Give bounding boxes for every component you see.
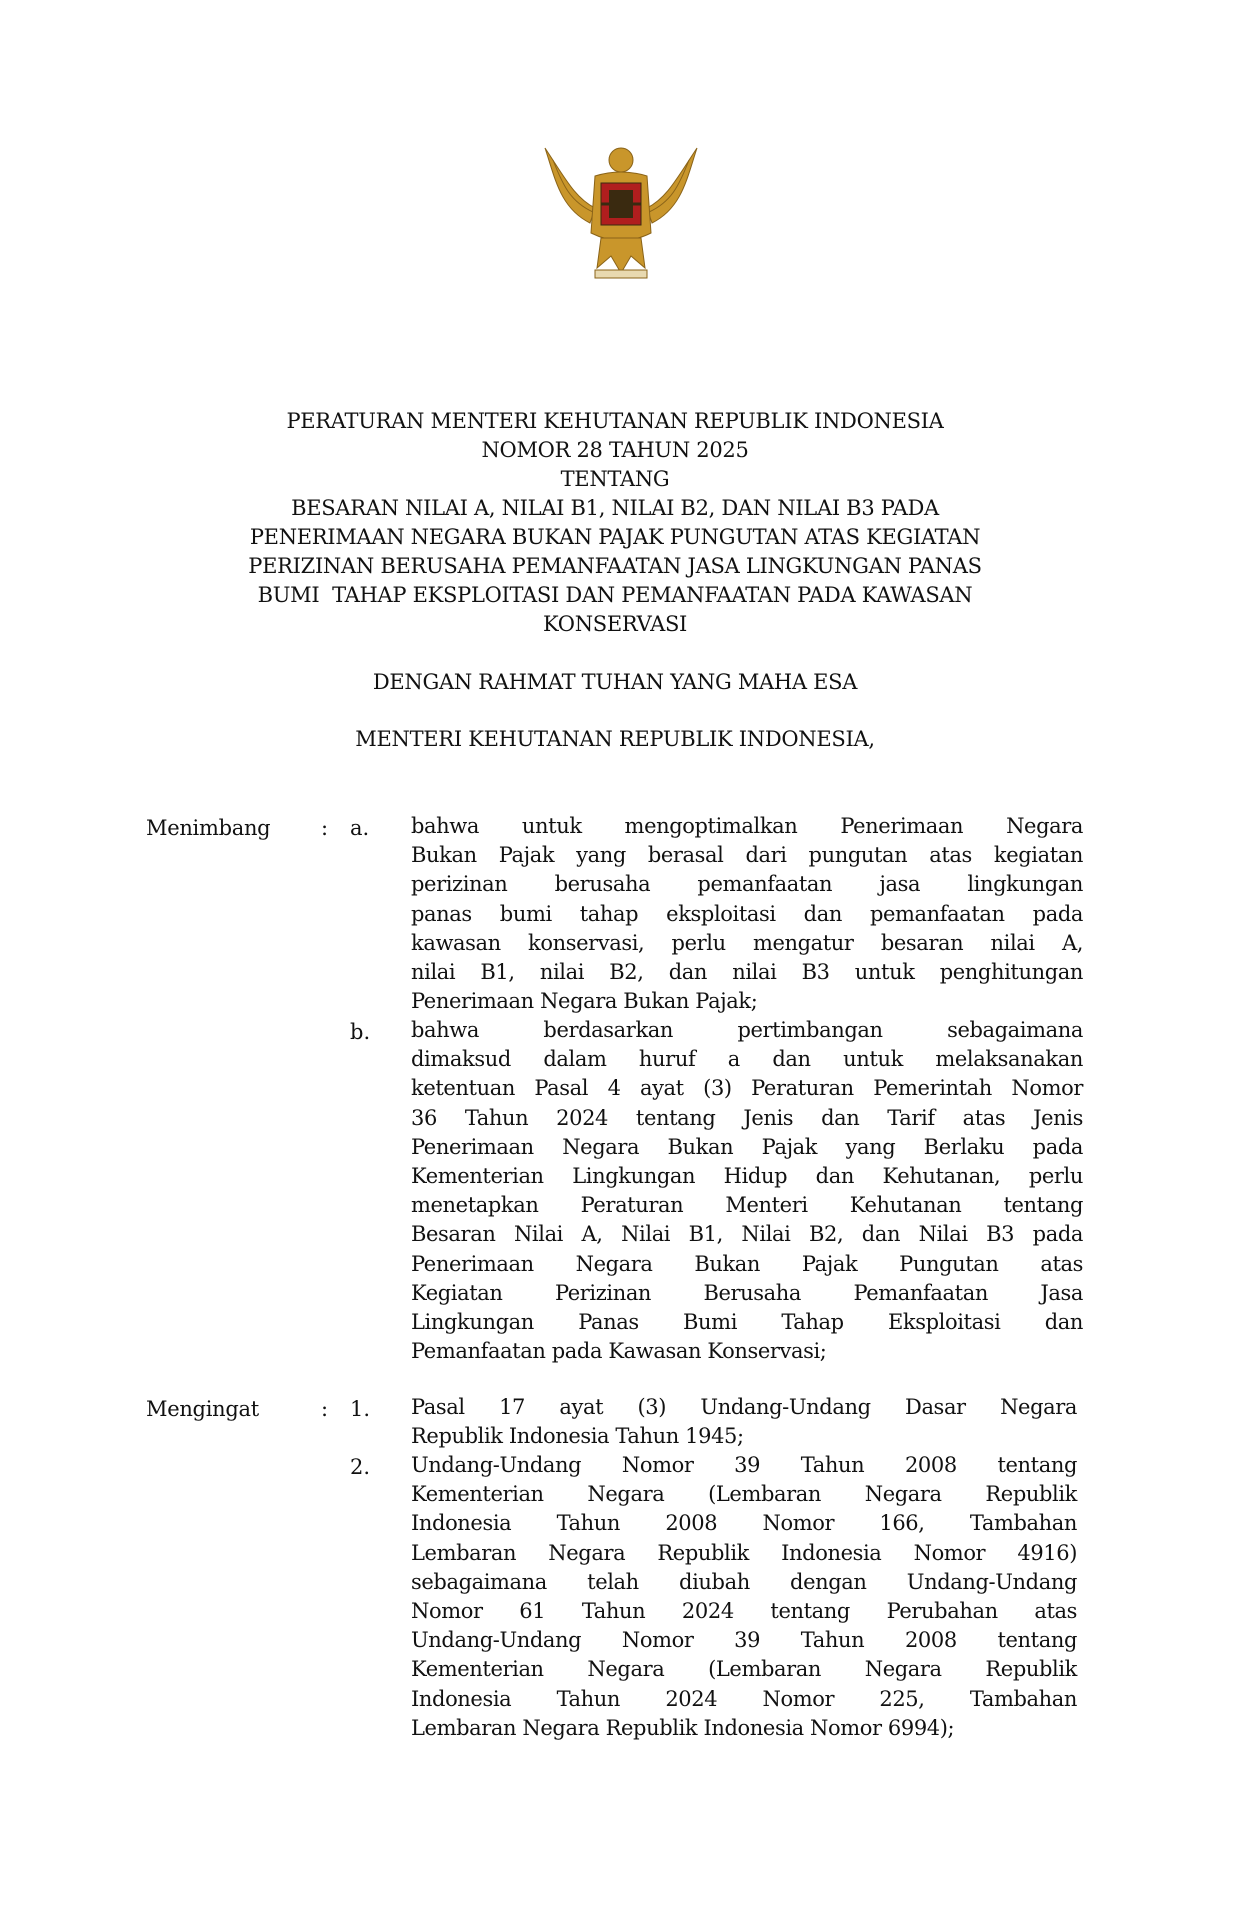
mengingat-item-1 [411, 1393, 1077, 1451]
minister-heading: MENTERI KEHUTANAN REPUBLIK INDONESIA, [355, 727, 875, 751]
text-line: ketentuan Pasal 4 ayat (3) Peraturan Pemerintah Nomor [411, 1076, 1083, 1101]
text-line: Kementerian Negara (Lembaran Negara Republik [411, 1482, 1077, 1507]
mengingat-colon: : [321, 1397, 329, 1421]
text-line: Kementerian Negara (Lembaran Negara Republik [411, 1657, 1077, 1682]
title-line: BUMI TAHAP EKSPLOITASI DAN PEMANFAATAN PADA KAWASAN [257, 583, 973, 607]
title-line: PERIZINAN BERUSAHA PEMANFAATAN JASA LINGKUNGAN PANAS [248, 554, 982, 578]
text-line: menetapkan Peraturan Menteri Kehutanan tentang [411, 1193, 1083, 1218]
text-line: Pasal 17 ayat (3) Undang-Undang Dasar Negara [411, 1395, 1077, 1419]
title-line: PERATURAN MENTERI KEHUTANAN REPUBLIK INDONESIA [286, 409, 944, 433]
menimbang-label: Menimbang [146, 816, 271, 840]
item-marker: a. [350, 816, 370, 840]
text-line: sebagaimana telah diubah dengan Undang-Undang [411, 1569, 1077, 1594]
text-line: Indonesia Tahun 2008 Nomor 166, Tambahan [411, 1511, 1077, 1536]
title-line: TENTANG [560, 467, 670, 491]
text-line: Undang-Undang Nomor 39 Tahun 2008 tentang [411, 1628, 1077, 1653]
text-line: Pemanfaatan pada Kawasan Konservasi; [411, 1339, 827, 1364]
garuda-emblem-icon [535, 138, 707, 283]
menimbang-colon: : [321, 816, 329, 840]
text-line: Nomor 61 Tahun 2024 tentang Perubahan atas [411, 1598, 1077, 1623]
title-line: BESARAN NILAI A, NILAI B1, NILAI B2, DAN NILAI B3 PADA [291, 496, 939, 520]
title-line: NOMOR 28 TAHUN 2025 [481, 438, 749, 462]
text-line: Kementerian Lingkungan Hidup dan Kehutanan, perlu [411, 1163, 1083, 1188]
title-line: PENERIMAAN NEGARA BUKAN PAJAK PUNGUTAN ATAS KEGIATAN [249, 525, 981, 549]
text-line: Kegiatan Perizinan Berusaha Pemanfaatan Jasa [411, 1280, 1083, 1305]
text-line: dimaksud dalam huruf a dan untuk melaksanakan [411, 1047, 1083, 1072]
text-line: Republik Indonesia Tahun 1945; [411, 1424, 744, 1449]
mengingat-label: Mengingat [146, 1397, 259, 1421]
text-line: Lembaran Negara Republik Indonesia Nomor 4916) [411, 1540, 1077, 1565]
text-line: bahwa untuk mengoptimalkan Penerimaan Negara [411, 814, 1083, 838]
text-line: kawasan konservasi, perlu mengatur besaran nilai A, [411, 930, 1083, 955]
menimbang-item-b [411, 1016, 1083, 1366]
text-line: Besaran Nilai A, Nilai B1, Nilai B2, dan Nilai B3 pada [411, 1222, 1083, 1247]
text-line: 36 Tahun 2024 tentang Jenis dan Tarif atas Jenis [411, 1105, 1083, 1130]
document-title [200, 407, 1030, 639]
text-line: perizinan berusaha pemanfaatan jasa lingkungan [411, 872, 1083, 897]
text-line: Penerimaan Negara Bukan Pajak Pungutan atas [411, 1251, 1083, 1276]
menimbang-item-a [411, 812, 1083, 1016]
title-line: KONSERVASI [542, 612, 688, 636]
text-line: Bukan Pajak yang berasal dari pungutan atas kegiatan [411, 843, 1083, 868]
text-line: Undang-Undang Nomor 39 Tahun 2008 tentang [411, 1453, 1077, 1477]
text-line: panas bumi tahap eksploitasi dan pemanfaatan pada [411, 901, 1083, 926]
text-line: Lembaran Negara Republik Indonesia Nomor 6994); [411, 1715, 955, 1740]
text-line: Indonesia Tahun 2024 Nomor 225, Tambahan [411, 1686, 1077, 1711]
text-line: Lingkungan Panas Bumi Tahap Eksploitasi dan [411, 1309, 1083, 1334]
mengingat-item-2 [411, 1451, 1077, 1743]
invocation: DENGAN RAHMAT TUHAN YANG MAHA ESA [372, 670, 858, 694]
text-line: Penerimaan Negara Bukan Pajak; [411, 989, 758, 1014]
text-line: nilai B1, nilai B2, dan nilai B3 untuk penghitungan [411, 959, 1083, 984]
item-marker: b. [350, 1020, 371, 1044]
text-line: bahwa berdasarkan pertimbangan sebagaimana [411, 1018, 1083, 1042]
item-marker: 2. [350, 1455, 371, 1479]
text-line: Penerimaan Negara Bukan Pajak yang Berlaku pada [411, 1134, 1083, 1159]
item-marker: 1. [350, 1397, 371, 1421]
